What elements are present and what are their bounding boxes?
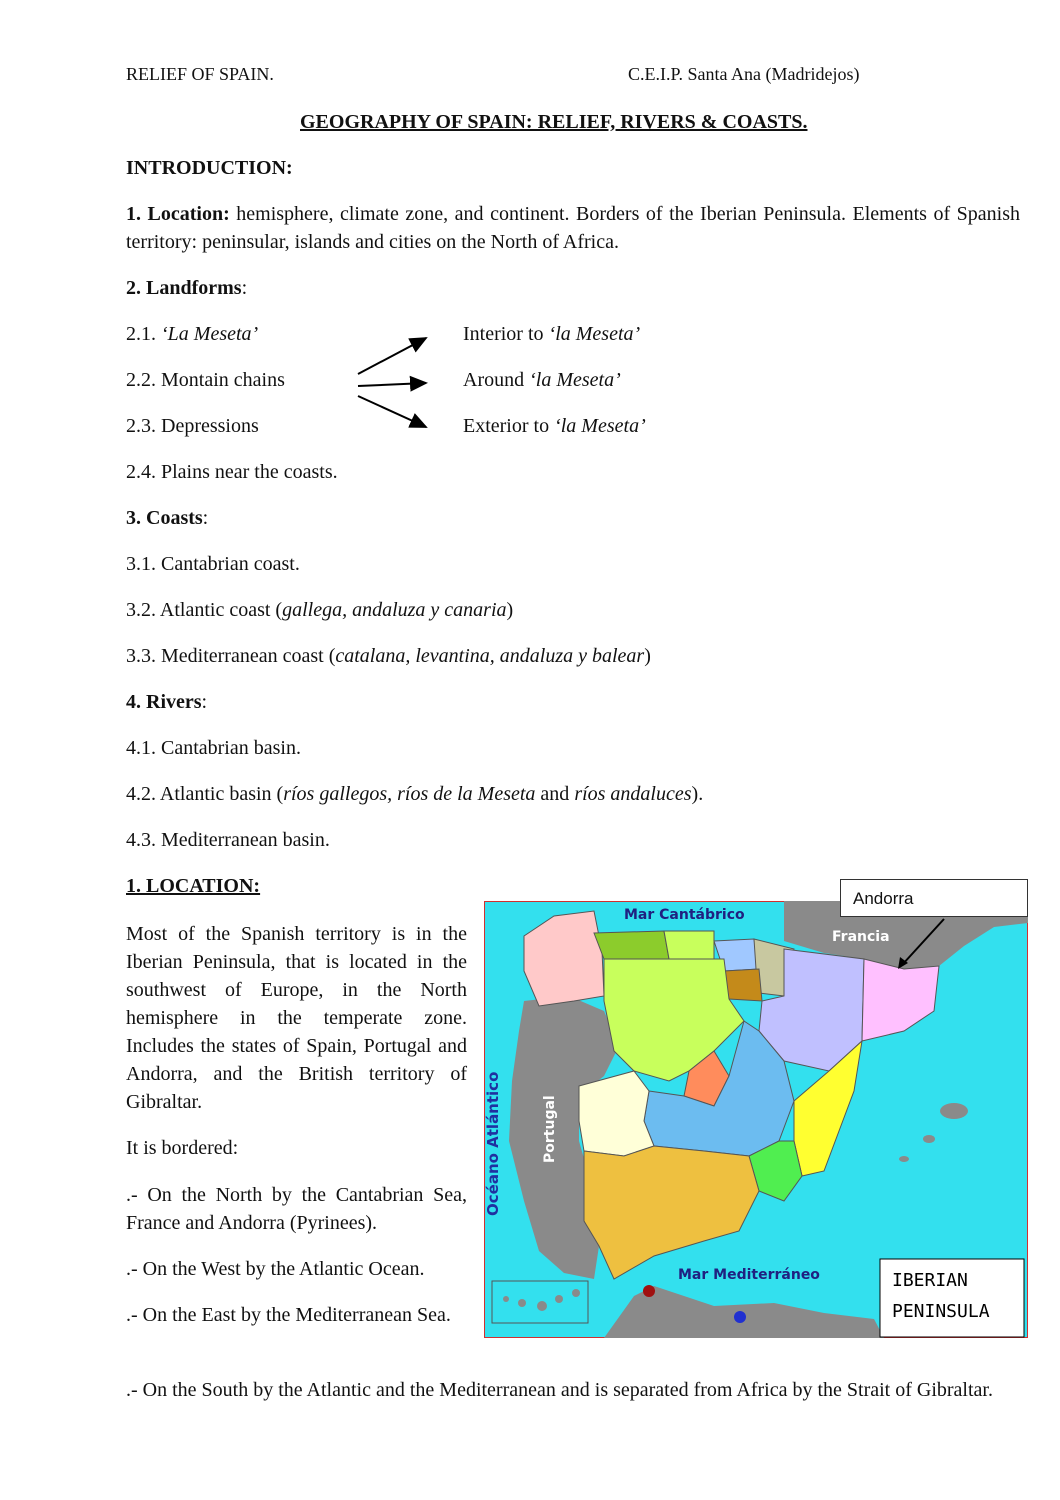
river-item: 4.3. Mediterranean basin. bbox=[126, 829, 330, 851]
formentera-island bbox=[899, 1156, 909, 1162]
rioja-region bbox=[724, 969, 762, 1001]
coast-item: 3.2. Atlantic coast (gallega, andaluza y canaria) bbox=[126, 599, 514, 621]
asturias-region bbox=[594, 931, 669, 959]
rivers-heading: 4. Rivers: bbox=[126, 691, 208, 713]
arrow-interior bbox=[358, 338, 426, 374]
landform-item: 2.1. ‘La Meseta’ bbox=[126, 323, 259, 345]
river-item: 4.1. Cantabrian basin. bbox=[126, 737, 301, 759]
canary-island bbox=[572, 1289, 580, 1297]
bordered-text: It is bordered: bbox=[126, 1137, 239, 1159]
label-mar-mediterraneo: Mar Mediterráneo bbox=[678, 1267, 820, 1283]
canary-island bbox=[518, 1299, 526, 1307]
coasts-heading: 3. Coasts: bbox=[126, 507, 209, 529]
border-north: .- On the North by the Cantabrian Sea, France and Andorra (Pyrinees). bbox=[126, 1184, 467, 1234]
header-right: C.E.I.P. Santa Ana (Madridejos) bbox=[628, 64, 860, 84]
location-paragraph: Most of the Spanish territory is in the Iberian Peninsula, that is located in the southwest of Europe, in the North hemisphere in the temperate zone. Includes the states of Spain, Portugal and Andorra, and the British territory of Gibraltar. bbox=[126, 923, 467, 1113]
arrow-around bbox=[358, 383, 426, 386]
landforms-heading: 2. Landforms: bbox=[126, 277, 248, 299]
label-portugal: Portugal bbox=[542, 1095, 558, 1163]
border-west: .- On the West by the Atlantic Ocean. bbox=[126, 1258, 425, 1280]
melilla-marker bbox=[734, 1311, 746, 1323]
landform-item: 2.2. Montain chains bbox=[126, 369, 285, 391]
location-heading: 1. LOCATION: bbox=[126, 875, 261, 897]
andorra-callout bbox=[840, 879, 1028, 917]
arrow-exterior bbox=[358, 396, 426, 427]
canary-island bbox=[537, 1301, 547, 1311]
chain-target: Around ‘la Meseta’ bbox=[463, 369, 621, 391]
canary-island bbox=[503, 1296, 509, 1302]
label-oceano-atlantico: Océano Atlántico bbox=[484, 1071, 502, 1216]
page-title: GEOGRAPHY OF SPAIN: RELIEF, RIVERS & COASTS. bbox=[300, 111, 808, 133]
border-south: .- On the South by the Atlantic and the Mediterranean and is separated from Africa by the Strait of Gibraltar. bbox=[126, 1379, 993, 1401]
landform-item: 2.4. Plains near the coasts. bbox=[126, 461, 338, 483]
location-text: hemisphere, climate zone, and continent. Borders of the Iberian Peninsula. Elements of Spanish territory: peninsular, islands and cities on the North of Africa. bbox=[126, 203, 1020, 253]
label-francia: Francia bbox=[832, 929, 890, 945]
location-label: Location: bbox=[147, 203, 230, 225]
chain-target: Exterior to ‘la Meseta’ bbox=[463, 415, 646, 437]
location-num: 1 bbox=[126, 203, 136, 225]
river-item: 4.2. Atlantic basin (ríos gallegos, ríos de la Meseta and ríos andaluces). bbox=[126, 783, 704, 805]
cantabria-region bbox=[664, 931, 714, 959]
coast-item: 3.3. Mediterranean coast (catalana, levantina, andaluza y balear) bbox=[126, 645, 651, 667]
coast-item: 3.1. Cantabrian coast. bbox=[126, 553, 300, 575]
box-line1: IBERIAN bbox=[892, 1270, 968, 1291]
label-mar-cantabrico: Mar Cantábrico bbox=[624, 907, 745, 923]
iberian-peninsula-map bbox=[484, 901, 1028, 1338]
box-line2: PENINSULA bbox=[892, 1301, 990, 1322]
header-left: RELIEF OF SPAIN. bbox=[126, 64, 274, 84]
andorra-label: Andorra bbox=[853, 889, 914, 908]
location-intro-paragraph: 1. Location: hemisphere, climate zone, and continent. Borders of the Iberian Peninsula. Elements of Spanish territory: peninsular, islands and cities on the North of Africa. bbox=[126, 203, 1020, 253]
ibiza-island bbox=[923, 1135, 935, 1143]
ceuta-marker bbox=[643, 1285, 655, 1297]
landform-item: 2.3. Depressions bbox=[126, 415, 259, 437]
chain-target: Interior to ‘la Meseta’ bbox=[463, 323, 641, 345]
canary-island bbox=[555, 1295, 563, 1303]
intro-heading: INTRODUCTION: bbox=[126, 157, 293, 179]
extremadura-region bbox=[579, 1071, 654, 1156]
border-east: .- On the East by the Mediterranean Sea. bbox=[126, 1304, 451, 1326]
mountain-chains-arrows bbox=[350, 326, 440, 436]
mallorca-island bbox=[940, 1103, 968, 1119]
